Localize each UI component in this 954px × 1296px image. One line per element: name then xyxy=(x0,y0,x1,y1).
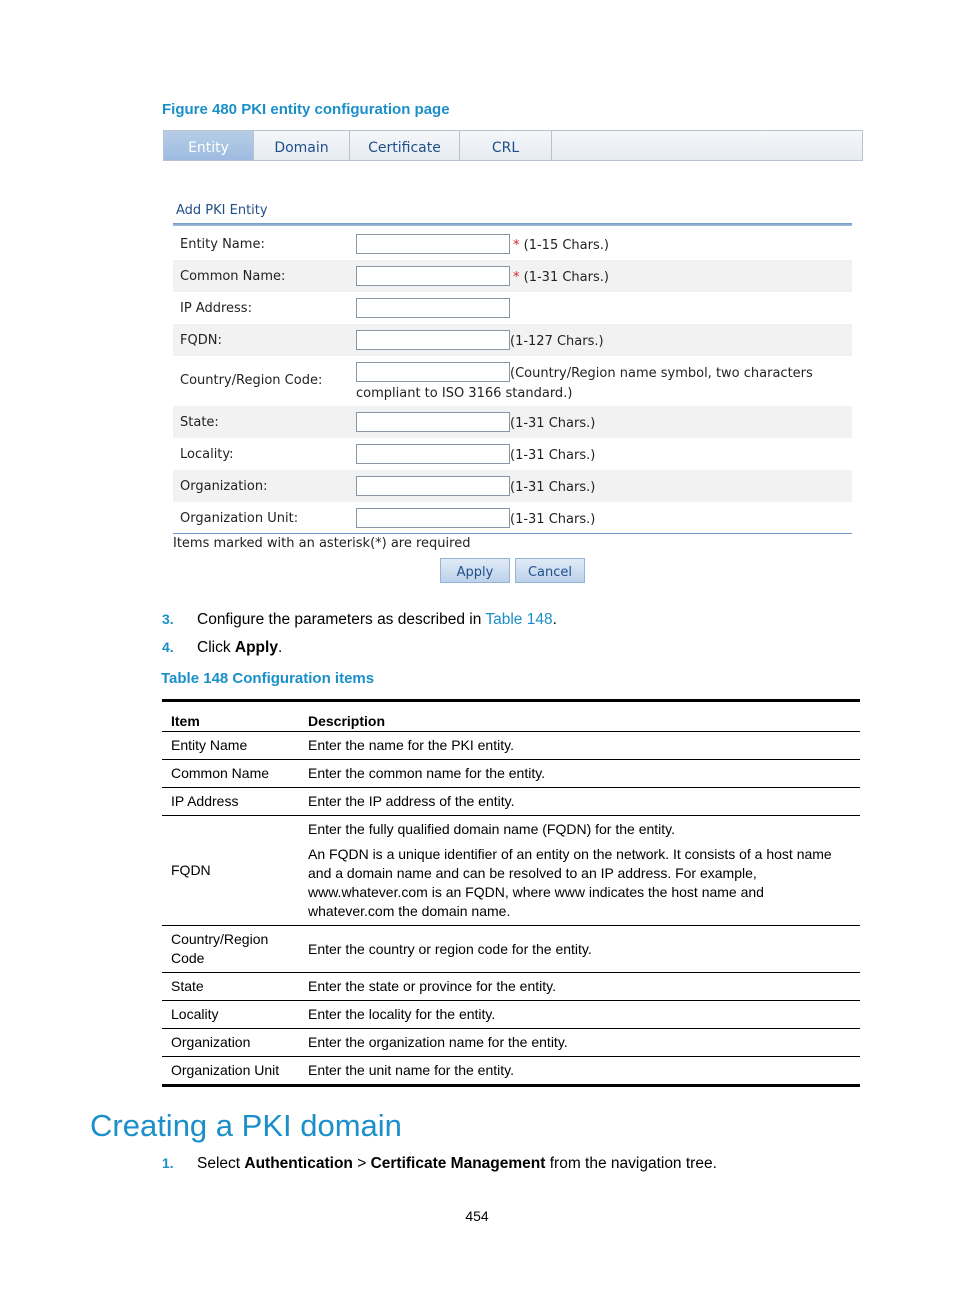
table-header-row xyxy=(162,701,860,732)
column-header-description: Description xyxy=(299,701,860,732)
description-cell: Enter the fully qualified domain name (FQDN) for the entity. An FQDN is a unique identifier of an entity on the network. It consists of a host name and a domain name and can be resolved to an IP address. For example, www.whatever.com is an FQDN, where www indicates the host name and whatever.com the domain name. xyxy=(299,816,860,926)
section-heading: Creating a PKI domain xyxy=(90,1108,402,1143)
table-row xyxy=(162,788,860,816)
field-hint: (1-31 Chars.) xyxy=(510,512,596,527)
description-cell: Enter the locality for the entity. xyxy=(299,1001,860,1029)
form-row-ip-address xyxy=(173,292,852,324)
table-row xyxy=(162,816,860,926)
item-cell: Common Name xyxy=(162,760,299,788)
cancel-button[interactable]: Cancel xyxy=(515,558,585,583)
form-row-country-region-code xyxy=(173,356,852,406)
step-3: 3. Configure the parameters as described in Table 148. xyxy=(162,611,557,628)
tab-entity[interactable]: Entity xyxy=(164,131,254,160)
field-hint: * (1-31 Chars.) xyxy=(513,270,609,285)
field-label: FQDN: xyxy=(180,333,222,348)
field-hint: (Country/Region name symbol, two characters xyxy=(510,366,813,381)
apply-button[interactable]: Apply xyxy=(440,558,510,583)
form-row-locality xyxy=(173,438,852,470)
field-hint: (1-127 Chars.) xyxy=(510,334,604,349)
locality-input[interactable] xyxy=(356,444,510,464)
form-title: Add PKI Entity xyxy=(176,203,268,218)
field-label: Locality: xyxy=(180,447,234,462)
form-bottom-divider xyxy=(173,533,852,534)
field-hint: (1-31 Chars.) xyxy=(510,416,596,431)
field-hint: (1-31 Chars.) xyxy=(510,448,596,463)
organization-input[interactable] xyxy=(356,476,510,496)
table-148-link[interactable]: Table 148 xyxy=(485,611,553,628)
required-asterisk: * xyxy=(513,238,520,253)
description-cell: Enter the country or region code for the entity. xyxy=(299,926,860,973)
form-title-divider xyxy=(173,223,852,226)
table-row xyxy=(162,1057,860,1086)
table-row xyxy=(162,1001,860,1029)
description-cell: Enter the unit name for the entity. xyxy=(299,1057,860,1086)
step-4: 4. Click Apply. xyxy=(162,639,283,656)
fqdn-input[interactable] xyxy=(356,330,510,350)
description-cell: Enter the organization name for the entity. xyxy=(299,1029,860,1057)
step-1: 1. Select Authentication > Certificate Management from the navigation tree. xyxy=(162,1155,717,1172)
table-row xyxy=(162,760,860,788)
item-cell: Country/Region Code xyxy=(162,926,299,973)
column-header-item: Item xyxy=(162,701,299,732)
field-hint: (1-31 Chars.) xyxy=(510,480,596,495)
field-hint: * (1-15 Chars.) xyxy=(513,238,609,253)
form-row-common-name xyxy=(173,260,852,292)
description-cell: Enter the common name for the entity. xyxy=(299,760,860,788)
figure-caption: Figure 480 PKI entity configuration page xyxy=(162,101,450,118)
description-cell: Enter the state or province for the entity. xyxy=(299,973,860,1001)
form-row-entity-name xyxy=(173,228,852,260)
item-cell: Organization Unit xyxy=(162,1057,299,1086)
item-cell: Organization xyxy=(162,1029,299,1057)
required-asterisk: * xyxy=(513,270,520,285)
form-row-organization-unit xyxy=(173,502,852,534)
state-input[interactable] xyxy=(356,412,510,432)
field-label: State: xyxy=(180,415,219,430)
table-row xyxy=(162,973,860,1001)
field-label: IP Address: xyxy=(180,301,252,316)
entity-form xyxy=(173,228,852,534)
tab-crl[interactable]: CRL xyxy=(460,131,552,160)
description-cell: Enter the IP address of the entity. xyxy=(299,788,860,816)
field-label: Country/Region Code: xyxy=(180,373,323,388)
description-cell: Enter the name for the PKI entity. xyxy=(299,732,860,760)
item-cell: State xyxy=(162,973,299,1001)
item-cell: FQDN xyxy=(162,816,299,926)
table-row xyxy=(162,926,860,973)
table-caption: Table 148 Configuration items xyxy=(161,670,375,687)
item-cell: Locality xyxy=(162,1001,299,1029)
item-cell: Entity Name xyxy=(162,732,299,760)
form-row-state xyxy=(173,406,852,438)
configuration-items-table xyxy=(162,699,860,1087)
page-number: 454 xyxy=(465,1208,489,1224)
field-label: Organization: xyxy=(180,479,268,494)
tab-certificate[interactable]: Certificate xyxy=(350,131,460,160)
entity-name-input[interactable] xyxy=(356,234,510,254)
form-row-organization xyxy=(173,470,852,502)
common-name-input[interactable] xyxy=(356,266,510,286)
field-hint-continued: compliant to ISO 3166 standard.) xyxy=(356,386,573,401)
form-row-fqdn xyxy=(173,324,852,356)
tab-bar xyxy=(163,130,863,161)
field-label: Common Name: xyxy=(180,269,286,284)
field-label: Organization Unit: xyxy=(180,511,299,526)
table-row xyxy=(162,732,860,760)
table-row xyxy=(162,1029,860,1057)
tab-domain[interactable]: Domain xyxy=(254,131,350,160)
item-cell: IP Address xyxy=(162,788,299,816)
country-region-code-input[interactable] xyxy=(356,362,510,382)
ip-address-input[interactable] xyxy=(356,298,510,318)
organization-unit-input[interactable] xyxy=(356,508,510,528)
field-label: Entity Name: xyxy=(180,237,265,252)
required-note: Items marked with an asterisk(*) are required xyxy=(173,536,471,551)
